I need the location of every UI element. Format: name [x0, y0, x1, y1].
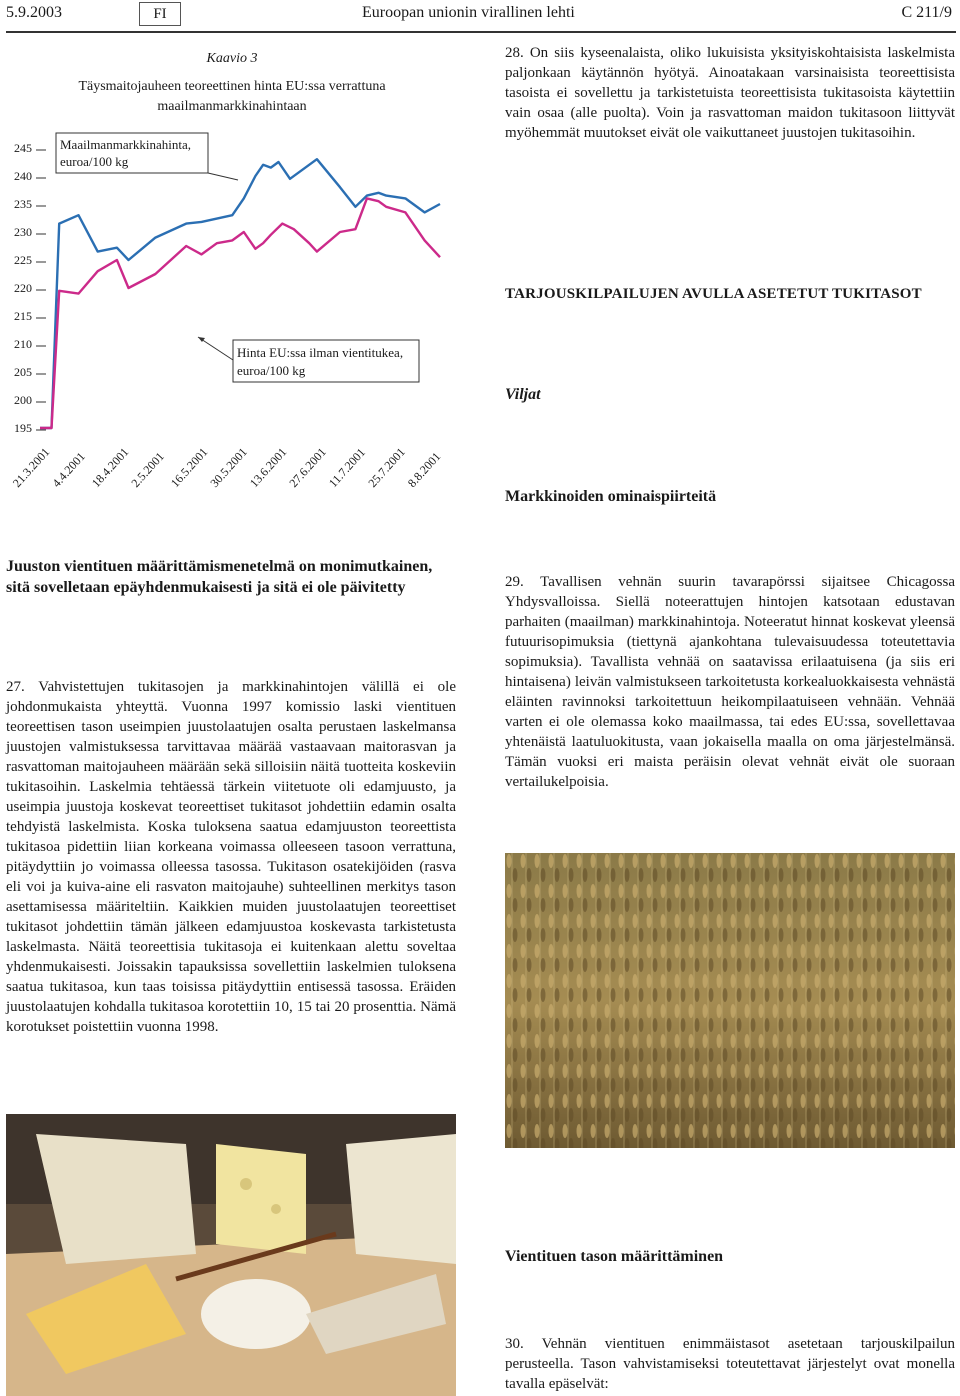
- chart-subtitle-line-1: Täysmaitojauheen teoreettinen hinta EU:ssa verrattuna: [78, 79, 386, 94]
- section-title-juusto: Juuston vientituen määrittämismenetelmä on monimutkainen, sitä sovelletaan epäyhdenmukaisesti ja sitä ei ole päivitetty: [6, 558, 433, 596]
- x-tick-label: 11.7.2001: [325, 445, 369, 491]
- y-tick-label: 245: [14, 141, 32, 155]
- heading-markkinoiden-ominaispiirteita: Markkinoiden ominaispiirteitä: [505, 488, 717, 505]
- y-tick-label: 200: [14, 393, 32, 407]
- chart-series: [40, 159, 440, 428]
- x-tick-label: 2.5.2001: [128, 449, 167, 491]
- x-axis: [10, 445, 444, 490]
- eu-price-line: [40, 198, 440, 428]
- world-price-label-line-1: Maailmanmarkkinahinta,: [60, 137, 192, 152]
- wheat-field-image: [505, 853, 955, 1148]
- paragraph-28: 28. On siis kyseenalaista, oliko lukuisista yksityiskohtaisista laskelmista paljonkaan käytännön hyötyä. Ainoatakaan varsinaisista teoreettisista tasoista ei sovellettu ja tarkistetuista teoreettisista tukitasoista käytettiin vain osaa (alle puolta). Voin ja rasvattoman maidon tukitasoon liittyvät myöhemmät muutokset eivät ole vaikuttaneet juustojen tukitasoihin.: [505, 45, 955, 141]
- journal-title: Euroopan unionin virallinen lehti: [362, 4, 575, 21]
- y-tick-label: 240: [14, 169, 32, 183]
- x-tick-label: 18.4.2001: [88, 444, 132, 491]
- chart-title: Kaavio 3: [206, 51, 258, 66]
- paragraph-30: 30. Vehnän vientituen enimmäistasot asetetaan tarjouskilpailun perusteella. Tason vahvistamiseksi toteutettavat järjestelyt ovat monella tavalla epäselvät:: [505, 1336, 955, 1392]
- paragraph-27: 27. Vahvistettujen tukitasojen ja markkinahintojen välillä ei ole johdonmukaista yhteyttä. Vuonna 1997 komissio laski vientituen teoreettisen tason useimpien juustolaatujen osalta perustaen laskelmansa juustojen valmistuksessa tarvittavaa määrää vastaavaan maitorasvan ja rasvattoman maitojauheen määrään sekä silloisiin näitä tuotteita koskeviin tukitasoihin. Laskelmia tehtäessä tärkein viitetuote oli edamjuusto, ja useimpia juustoja koskevat teoreettiset tukitasot johdettiin edamin osalta tehdyistä laskelmista. Koska tuloksena saatua edamjuuston teoreettista tukitasoa pidettiin liian korkeana voimassa olleeseen tasoon verrattuna, pitäydyttiin jo voimassa olleessa tasossa. Tukitason osatekijöiden (rasva eli voi ja kuiva-aine eli rasvaton maitojauhe) suhteellinen merkitys tason asettamisessa määriteltiin. Kaikkien muiden juustolaatujen teoreettiset tukitasot johdettiin tämän jälkeen edamjuustoa koskevasta tarkistetusta laskelmasta. Näitä teoreettisia tukitasoja ei kuitenkaan alettu soveltaa yhdenmukaisesti. Joissakin tapauksissa sovellettiin laskelmien tuloksena saatua tukitasoa, kun taas toisissa pitäydyttiin entisessä tasossa. Eräiden juustolaatujen kohdalla tukitasoa korotettiin 10, 15 tai 20 prosenttia. Nämä korotukset poistettiin vuonna 1998.: [6, 679, 456, 1035]
- x-tick-label: 30.5.2001: [207, 444, 250, 491]
- paragraph-29: 29. Tavallisen vehnän suurin tavarapörssi sijaitsee Chicagossa Yhdysvalloissa. Siellä noteerattujen hintojen katsotaan edustavan parhaiten (maailman) markkinahintoja. Noteeratut hinnat koskevat yleensä futuurisopimuksia (tiettynä ajankohtana tulevaisuudessa toteutettavia sopimuksia). Tavallista vehnää on saatavissa erilaatuisena (ja siis eri hintaisena) leivän valmistukseen tarkoitetusta korkealuokkaisesta vehnästä eläinten ravinnoksi tarkoitettuun heikompilaatuiseen vehnään. Vehnää varten ei ole olemassa koko maailmassa, tai edes EU:ssa, sovellettavaa yhtenäistä laatuluokitusta, vaan jokaisella maalla on oma järjestelmänsä. Tämän vuoksi eri maista peräisin olevat vehnät eivät ole suoraan vertailukelpoisia.: [505, 574, 955, 790]
- y-tick-label: 195: [14, 421, 32, 435]
- heading-tarjouskilpailut: TARJOUSKILPAILUJEN AVULLA ASETETUT TUKITASOT: [505, 286, 922, 302]
- price-chart: [0, 40, 460, 510]
- language-box: FI: [139, 2, 181, 26]
- world-price-label-line-2: euroa/100 kg: [60, 154, 129, 169]
- y-tick-label: 230: [14, 225, 32, 239]
- header-rule: [6, 31, 956, 33]
- cheese-photo: [6, 1114, 456, 1396]
- x-tick-label: 8.8.2001: [404, 449, 444, 491]
- issue-page-number: C 211/9: [901, 4, 952, 21]
- x-tick-label: 4.4.2001: [49, 449, 88, 491]
- world-price-line: [40, 159, 440, 428]
- x-tick-label: 21.3.2001: [9, 444, 53, 491]
- y-axis: [14, 141, 46, 435]
- x-tick-label: 13.6.2001: [246, 444, 290, 491]
- eu-price-pointer: [198, 337, 233, 360]
- x-tick-label: 16.5.2001: [167, 444, 211, 491]
- y-tick-label: 210: [14, 337, 32, 351]
- heading-viljat: Viljat: [505, 386, 541, 403]
- eu-price-label-line-1: Hinta EU:ssa ilman vientitukea,: [237, 345, 404, 360]
- cheese-image: [6, 1114, 456, 1396]
- eu-price-label-line-2: euroa/100 kg: [237, 363, 306, 378]
- y-tick-label: 215: [14, 309, 32, 323]
- wheat-field-photo: [505, 853, 955, 1148]
- chart-subtitle-line-2: maailmanmarkkinahintaan: [157, 99, 307, 114]
- heading-vientituen-taso: Vientituen tason määrittäminen: [505, 1248, 724, 1265]
- x-tick-label: 25.7.2001: [365, 444, 408, 491]
- world-price-pointer: [208, 173, 238, 180]
- y-tick-label: 220: [14, 281, 32, 295]
- y-tick-label: 235: [14, 197, 32, 211]
- x-tick-label: 27.6.2001: [286, 444, 329, 491]
- y-tick-label: 225: [14, 253, 32, 267]
- header-date: 5.9.2003: [6, 4, 62, 21]
- y-tick-label: 205: [14, 365, 32, 379]
